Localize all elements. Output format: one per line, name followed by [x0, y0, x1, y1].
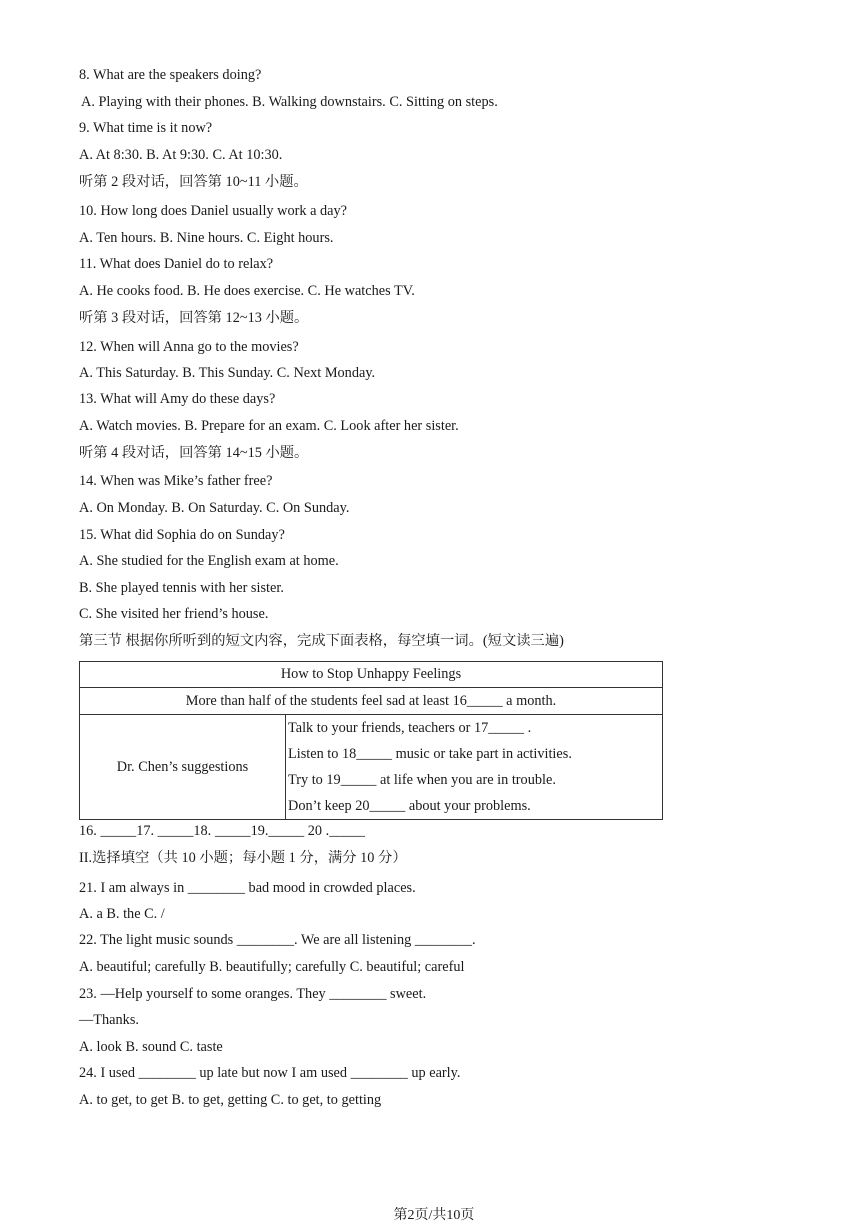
question-23-reply: —Thanks. — [79, 1012, 139, 1028]
options-9: A. At 8:30. B. At 9:30. C. At 10:30. — [79, 147, 283, 163]
options-21: A. a B. the C. / — [79, 906, 165, 922]
option-15-c: C. She visited her friend’s house. — [79, 606, 269, 622]
question-14: 14. When was Mike’s father free? — [79, 473, 273, 489]
section-heading-part-3: 第三节 根据你所听到的短文内容，完成下面表格，每空填一词。(短文读三遍) — [79, 633, 564, 649]
options-12: A. This Saturday. B. This Sunday. C. Next Monday. — [79, 365, 376, 381]
question-22: 22. The light music sounds ________. We are all listening ________. — [79, 932, 476, 948]
options-8: A. Playing with their phones. B. Walking downstairs. C. Sitting on steps. — [81, 94, 498, 110]
suggestion-17: Talk to your friends, teachers or 17_____ . — [288, 720, 532, 736]
options-24: A. to get, to get B. to get, getting C. to get, to getting — [79, 1092, 382, 1108]
page-number-footer: 第2页/共10页 — [393, 1208, 475, 1223]
suggestion-18: Listen to 18_____ music or take part in activities. — [288, 746, 572, 762]
table-row-statistic: More than half of the students feel sad at least 16_____ a month. — [80, 688, 663, 715]
suggestion-20: Don’t keep 20_____ about your problems. — [288, 798, 531, 814]
options-11: A. He cooks food. B. He does exercise. C. He watches TV. — [79, 283, 415, 299]
suggestion-19: Try to 19_____ at life when you are in trouble. — [288, 772, 556, 788]
question-24: 24. I used ________ up late but now I am used ________ up early. — [79, 1065, 461, 1081]
question-10: 10. How long does Daniel usually work a day? — [79, 203, 348, 219]
answer-blanks-16-20: 16. _____17. _____18. _____19._____ 20 ._____ — [79, 823, 365, 839]
options-23: A. look B. sound C. taste — [79, 1039, 223, 1055]
question-23: 23. —Help yourself to some oranges. They ________ sweet. — [79, 986, 427, 1002]
option-15-b: B. She played tennis with her sister. — [79, 580, 284, 596]
options-14: A. On Monday. B. On Saturday. C. On Sunday. — [79, 500, 350, 516]
listening-table — [79, 661, 663, 820]
question-11: 11. What does Daniel do to relax? — [79, 256, 274, 272]
section-heading-dialogue-2: 听第 2 段对话，回答第 10~11 小题。 — [79, 174, 308, 190]
question-13: 13. What will Amy do these days? — [79, 391, 276, 407]
options-10: A. Ten hours. B. Nine hours. C. Eight hours. — [79, 230, 334, 246]
question-12: 12. When will Anna go to the movies? — [79, 339, 299, 355]
question-15: 15. What did Sophia do on Sunday? — [79, 527, 285, 543]
section-heading-part-ii: II.选择填空（共 10 小题；每小题 1 分，满分 10 分） — [79, 850, 407, 866]
table-label-suggestions: Dr. Chen’s suggestions — [80, 715, 286, 820]
table-title: How to Stop Unhappy Feelings — [80, 662, 663, 688]
table-suggestions-cell — [286, 715, 663, 820]
options-13: A. Watch movies. B. Prepare for an exam. C. Look after her sister. — [79, 418, 459, 434]
question-9: 9. What time is it now? — [79, 120, 213, 136]
section-heading-dialogue-3: 听第 3 段对话，回答第 12~13 小题。 — [79, 310, 309, 326]
question-8: 8. What are the speakers doing? — [79, 67, 262, 83]
option-15-a: A. She studied for the English exam at home. — [79, 553, 339, 569]
question-21: 21. I am always in ________ bad mood in crowded places. — [79, 880, 416, 896]
section-heading-dialogue-4: 听第 4 段对话，回答第 14~15 小题。 — [79, 445, 309, 461]
options-22: A. beautiful; carefully B. beautifully; carefully C. beautiful; careful — [79, 959, 465, 975]
